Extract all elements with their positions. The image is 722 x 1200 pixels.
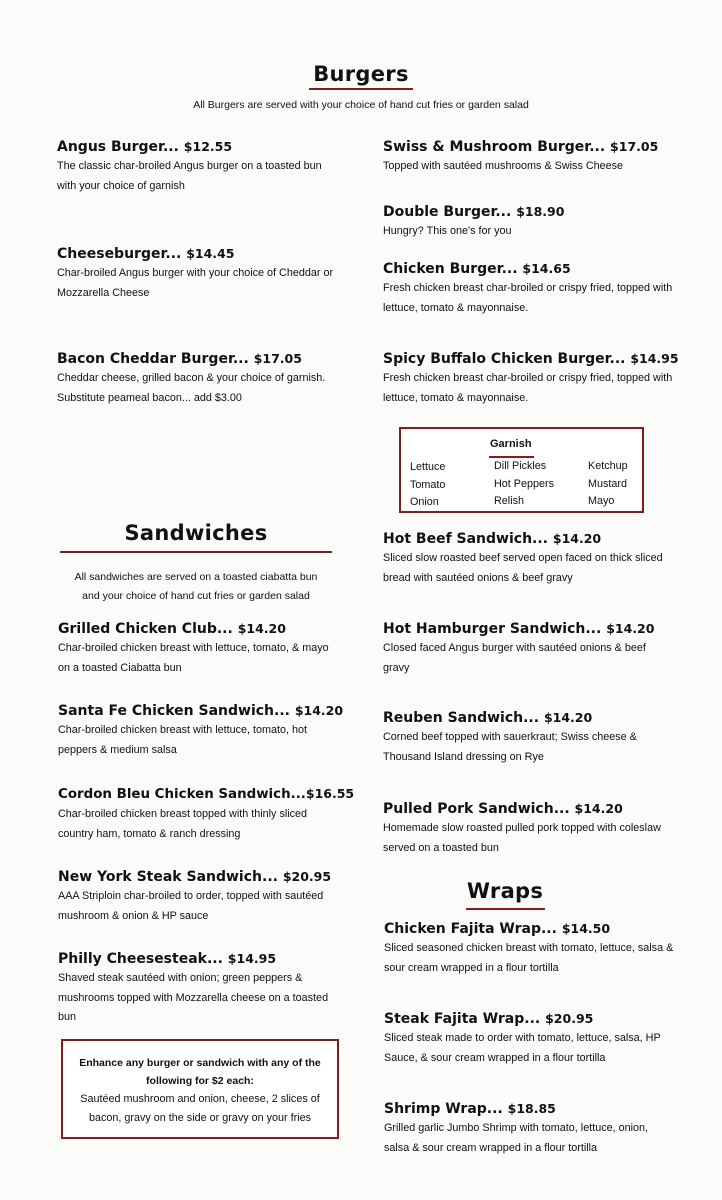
item-description: Char-broiled chicken breast with lettuce, tomato, hot peppers & medium salsa xyxy=(58,724,308,756)
enhance-heading-line: following for $2 each: xyxy=(146,1075,254,1087)
item-name: Chicken Burger... xyxy=(383,261,518,277)
item-name: Hot Beef Sandwich... xyxy=(383,531,548,547)
menu-item-chicken-burger xyxy=(383,260,673,318)
garnish-option: Ketchup xyxy=(588,460,628,472)
item-name: Bacon Cheddar Burger... xyxy=(57,351,249,367)
menu-item-cordon-bleu-chicken-sandwich xyxy=(58,785,355,844)
item-name: Cordon Bleu Chicken Sandwich... xyxy=(58,787,306,802)
garnish-box xyxy=(399,427,644,513)
menu-item-pulled-pork-sandwich xyxy=(383,800,673,858)
menu-item-grilled-chicken-club xyxy=(58,620,338,678)
menu-item-santa-fe-chicken-sandwich xyxy=(58,702,344,760)
item-name: Steak Fajita Wrap... xyxy=(384,1011,541,1027)
item-name: Philly Cheesesteak... xyxy=(58,951,223,967)
menu-item-swiss-mushroom-burger xyxy=(383,138,673,177)
menu-item-shrimp-wrap xyxy=(384,1100,674,1158)
sandwiches-subtitle xyxy=(60,568,332,606)
menu-item-spicy-buffalo-chicken-burger xyxy=(383,350,679,408)
item-description: The classic char-broiled Angus burger on a toasted bun with your choice of garnish xyxy=(57,160,322,192)
item-price: $14.20 xyxy=(552,531,602,546)
menu-item-bacon-cheddar-burger xyxy=(57,350,337,408)
menu-item-hot-beef-sandwich xyxy=(383,530,673,588)
item-price: $17.05 xyxy=(610,139,659,154)
garnish-column-toppings xyxy=(494,458,554,511)
burgers-title: Burgers xyxy=(313,62,409,86)
item-price: $14.20 xyxy=(574,801,623,816)
item-description: Grilled garlic Jumbo Shrimp with tomato, lettuce, onion, salsa & sour cream wrapped in a flour tortilla xyxy=(384,1122,649,1154)
item-price: $18.85 xyxy=(507,1101,556,1116)
item-price: $20.95 xyxy=(282,869,332,884)
item-price: $14.50 xyxy=(561,921,611,936)
item-description: Hungry? This one's for you xyxy=(383,225,512,237)
item-price: $14.45 xyxy=(186,246,235,261)
enhance-box xyxy=(61,1039,339,1139)
item-description: Char-broiled chicken breast with lettuce, tomato, & mayo on a toasted Ciabatta bun xyxy=(58,642,329,674)
item-price: $14.20 xyxy=(237,621,286,636)
item-description: Sliced steak made to order with tomato, lettuce, salsa, HP Sauce, & sour cream wrapped in a flour tortilla xyxy=(384,1032,661,1064)
item-name: Reuben Sandwich... xyxy=(383,710,540,726)
item-price: $18.90 xyxy=(516,204,565,219)
garnish-option: Mustard xyxy=(588,477,628,490)
item-description: Homemade slow roasted pulled pork topped with coleslaw served on a toasted bun xyxy=(383,822,661,854)
item-name: Hot Hamburger Sandwich... xyxy=(383,621,602,637)
wraps-header xyxy=(438,879,572,903)
sandwiches-title-underline xyxy=(60,551,332,553)
wraps-title-underline xyxy=(466,908,545,910)
burgers-title-underline xyxy=(309,88,413,90)
item-description: Corned beef topped with sauerkraut; Swiss cheese & Thousand Island dressing on Rye xyxy=(383,731,637,763)
menu-item-hot-hamburger-sandwich xyxy=(383,620,673,678)
garnish-column-condiments xyxy=(588,458,628,511)
item-price: $14.20 xyxy=(606,621,655,636)
enhance-body: Sautéed mushroom and onion, cheese, 2 slices of bacon, gravy on the side or gravy on your fries xyxy=(80,1093,320,1124)
menu-item-double-burger xyxy=(383,203,673,242)
item-description: Topped with sautéed mushrooms & Swiss Cheese xyxy=(383,160,624,172)
menu-item-philly-cheesesteak xyxy=(58,950,338,1028)
garnish-option: Onion xyxy=(410,496,439,508)
enhance-heading-line: Enhance any burger or sandwich with any of the xyxy=(79,1057,321,1069)
burgers-header xyxy=(0,62,722,86)
item-price: $14.20 xyxy=(543,710,593,725)
item-name: Santa Fe Chicken Sandwich... xyxy=(58,703,290,719)
item-name: Double Burger... xyxy=(383,204,512,220)
item-price: $14.65 xyxy=(522,261,571,276)
menu-item-reuben-sandwich xyxy=(383,709,673,767)
item-description: Char-broiled chicken breast topped with thinly sliced country ham, tomato & ranch dressing xyxy=(58,808,308,840)
menu-item-angus-burger xyxy=(57,138,337,196)
item-price: $20.95 xyxy=(545,1011,594,1026)
garnish-option: Dill Pickles xyxy=(494,460,547,472)
item-name: Grilled Chicken Club... xyxy=(58,621,233,637)
garnish-option: Lettuce xyxy=(410,461,446,473)
garnish-column-vegetables xyxy=(410,459,445,512)
item-name: Spicy Buffalo Chicken Burger... xyxy=(383,351,626,367)
item-name: Chicken Fajita Wrap... xyxy=(384,921,557,937)
menu-item-new-york-steak-sandwich xyxy=(58,868,338,926)
item-description: Closed faced Angus burger with sautéed onions & beef gravy xyxy=(383,642,646,674)
item-price: $14.95 xyxy=(630,351,679,366)
menu-item-cheeseburger xyxy=(57,245,337,303)
item-name: Swiss & Mushroom Burger... xyxy=(383,139,606,155)
garnish-option: Mayo xyxy=(588,495,615,507)
item-description: Fresh chicken breast char-broiled or crispy fried, topped with lettuce, tomato & mayonnaise. xyxy=(383,282,673,314)
burgers-subtitle: All Burgers are served with your choice of hand cut fries or garden salad xyxy=(193,99,529,111)
garnish-option: Tomato xyxy=(410,478,446,491)
item-name: Pulled Pork Sandwich... xyxy=(383,801,570,817)
item-name: New York Steak Sandwich... xyxy=(58,869,278,885)
item-description: Sliced seasoned chicken breast with tomato, lettuce, salsa & sour cream wrapped in a flour tortilla xyxy=(384,942,674,974)
item-price: $14.20 xyxy=(294,703,344,718)
item-price: $12.55 xyxy=(183,139,233,154)
item-description: Shaved steak sautéed with onion; green peppers & mushrooms topped with Mozzarella cheese on a toasted bun xyxy=(58,972,329,1023)
sandwiches-title: Sandwiches xyxy=(124,521,268,545)
item-description: Sliced slow roasted beef served open faced on thick sliced bread with sautéed onions & beef gravy xyxy=(383,552,663,584)
item-name: Shrimp Wrap... xyxy=(384,1101,503,1117)
sandwiches-subtitle-line: All sandwiches are served on a toasted ciabatta bun xyxy=(74,571,318,583)
menu-item-chicken-fajita-wrap xyxy=(384,920,674,978)
item-price: $14.95 xyxy=(227,951,277,966)
item-description: AAA Striploin char-broiled to order, topped with sautéed mushroom & onion & HP sauce xyxy=(58,890,324,922)
item-description: Char-broiled Angus burger with your choice of Cheddar or Mozzarella Cheese xyxy=(57,267,334,299)
wraps-title: Wraps xyxy=(466,879,544,903)
garnish-option: Hot Peppers xyxy=(494,477,555,490)
item-description: Fresh chicken breast char-broiled or crispy fried, topped with lettuce, tomato & mayonnaise. xyxy=(383,372,673,404)
item-description: Cheddar cheese, grilled bacon & your choice of garnish. Substitute peameal bacon... add $3.00 xyxy=(57,372,326,404)
item-price: $16.55 xyxy=(305,786,355,801)
sandwiches-header xyxy=(60,521,332,545)
garnish-option: Relish xyxy=(494,495,525,507)
menu-item-steak-fajita-wrap xyxy=(384,1010,674,1068)
garnish-title: Garnish xyxy=(490,438,532,450)
item-name: Cheeseburger... xyxy=(57,246,182,262)
item-price: $17.05 xyxy=(253,351,302,366)
sandwiches-subtitle-line: and your choice of hand cut fries or garden salad xyxy=(82,590,310,602)
item-name: Angus Burger... xyxy=(57,139,179,155)
